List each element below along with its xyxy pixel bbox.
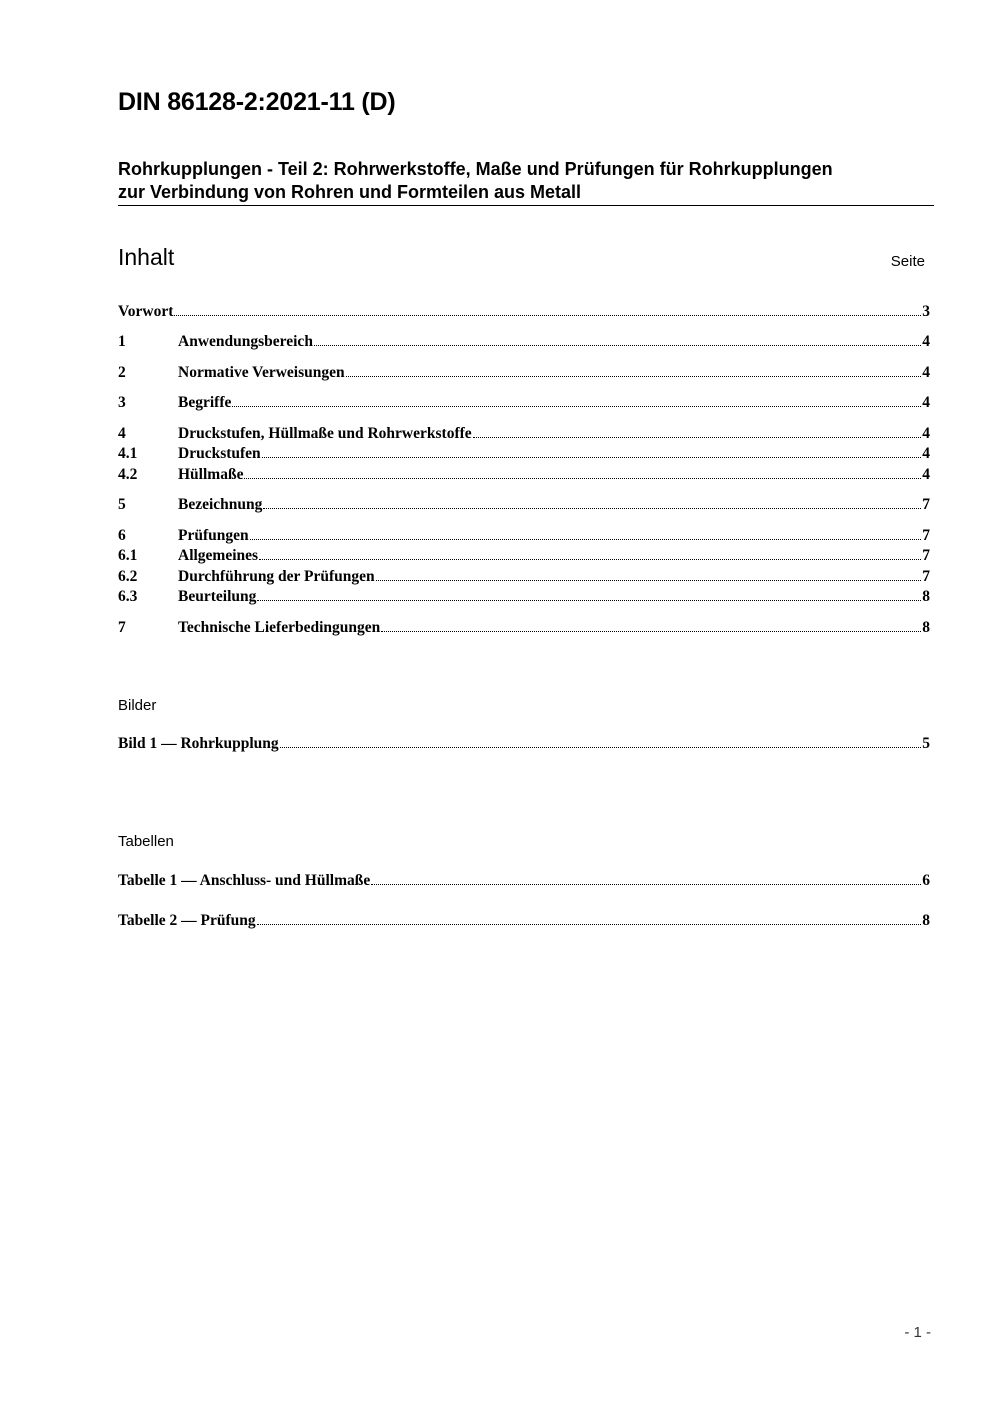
document-title-line-1: Rohrkupplungen - Teil 2: Rohrwerkstoffe, Maße und Prüfungen für Rohrkupplungen <box>118 159 833 179</box>
toc-entry-page: 4 <box>922 364 930 381</box>
toc-entry-title: Bezeichnung <box>178 496 263 513</box>
table-entry-page: 6 <box>922 872 930 889</box>
document-title <box>118 158 934 206</box>
toc-entry-6[interactable] <box>118 526 930 546</box>
toc-leader-dots <box>371 884 921 885</box>
toc-leader-dots <box>257 600 921 601</box>
table-entry-2[interactable] <box>118 911 930 931</box>
toc-entry-page: 4 <box>922 425 930 442</box>
toc-entry-number: 7 <box>118 619 126 636</box>
toc-leader-dots <box>263 508 921 509</box>
toc-entry-4-2[interactable] <box>118 465 930 485</box>
toc-entry-number: 6.1 <box>118 547 138 564</box>
toc-leader-dots <box>376 580 922 581</box>
figure-entry-1[interactable] <box>118 734 930 754</box>
table-entry-page: 8 <box>922 912 930 929</box>
toc-entry-title: Druckstufen, Hüllmaße und Rohrwerkstoffe <box>178 425 472 442</box>
toc-entry-page: 4 <box>922 333 930 350</box>
toc-entry-title: Beurteilung <box>178 588 257 605</box>
toc-leader-dots <box>244 478 921 479</box>
toc-leader-dots <box>314 345 921 346</box>
toc-entry-1[interactable] <box>118 332 930 352</box>
figure-entry-page: 5 <box>922 735 930 752</box>
document-title-line-2: zur Verbindung von Rohren und Formteilen aus Metall <box>118 182 582 202</box>
table-entry-title: Tabelle 2 — Prüfung <box>118 912 256 929</box>
toc-entry-page: 7 <box>922 527 930 544</box>
tables-heading: Tabellen <box>118 833 174 850</box>
table-entry-title: Tabelle 1 — Anschluss- und Hüllmaße <box>118 872 371 889</box>
toc-entry-3[interactable] <box>118 393 930 413</box>
toc-entry-title: Durchführung der Prüfungen <box>178 568 375 585</box>
toc-entry-page: 4 <box>922 466 930 483</box>
toc-entry-title: Prüfungen <box>178 527 249 544</box>
page-number: - 1 - <box>904 1324 931 1341</box>
toc-entry-title: Hüllmaße <box>178 466 244 483</box>
toc-entry-vorwort[interactable] <box>118 302 930 322</box>
toc-leader-dots <box>257 924 922 925</box>
toc-entry-title: Technische Lieferbedingungen <box>178 619 381 636</box>
toc-entry-6-1[interactable] <box>118 546 930 566</box>
toc-leader-dots <box>280 747 922 748</box>
toc-entry-page: 7 <box>922 568 930 585</box>
toc-entry-page: 7 <box>922 547 930 564</box>
toc-leader-dots <box>473 437 922 438</box>
figures-heading: Bilder <box>118 697 157 714</box>
page-column-label: Seite <box>890 253 925 270</box>
toc-entry-title: Allgemeines <box>178 547 259 564</box>
toc-entry-page: 8 <box>922 588 930 605</box>
toc-entry-page: 3 <box>922 303 930 320</box>
toc-entry-number: 3 <box>118 394 126 411</box>
toc-entry-title: Begriffe <box>178 394 232 411</box>
toc-leader-dots <box>346 376 922 377</box>
toc-entry-4[interactable] <box>118 424 930 444</box>
table-entry-1[interactable] <box>118 871 930 891</box>
toc-entry-title: Normative Verweisungen <box>178 364 345 381</box>
toc-entry-title: Druckstufen <box>178 445 261 462</box>
toc-entry-7[interactable] <box>118 618 930 638</box>
toc-leader-dots <box>250 539 922 540</box>
toc-entry-number: 1 <box>118 333 126 350</box>
toc-entry-2[interactable] <box>118 363 930 383</box>
toc-entry-number: 4.1 <box>118 445 138 462</box>
toc-entry-title: Vorwort <box>118 303 174 320</box>
toc-entry-page: 4 <box>922 445 930 462</box>
toc-entry-number: 4.2 <box>118 466 138 483</box>
figure-entry-title: Bild 1 — Rohrkupplung <box>118 735 279 752</box>
toc-entry-number: 2 <box>118 364 126 381</box>
toc-entry-4-1[interactable] <box>118 444 930 464</box>
toc-leader-dots <box>232 406 921 407</box>
toc-entry-5[interactable] <box>118 495 930 515</box>
toc-leader-dots <box>262 457 922 458</box>
toc-entry-6-3[interactable] <box>118 587 930 607</box>
toc-entry-page: 8 <box>922 619 930 636</box>
toc-entry-title: Anwendungsbereich <box>178 333 313 350</box>
document-id: DIN 86128-2:2021-11 (D) <box>118 88 396 116</box>
toc-entry-number: 6.3 <box>118 588 138 605</box>
toc-entry-number: 5 <box>118 496 126 513</box>
toc-leader-dots <box>174 315 921 316</box>
toc-leader-dots <box>381 631 921 632</box>
toc-entry-number: 4 <box>118 425 126 442</box>
toc-leader-dots <box>259 559 921 560</box>
toc-entry-number: 6.2 <box>118 568 138 585</box>
toc-entry-number: 6 <box>118 527 126 544</box>
toc-entry-6-2[interactable] <box>118 567 930 587</box>
toc-heading: Inhalt <box>118 244 175 270</box>
toc-entry-page: 7 <box>922 496 930 513</box>
toc-entry-page: 4 <box>922 394 930 411</box>
